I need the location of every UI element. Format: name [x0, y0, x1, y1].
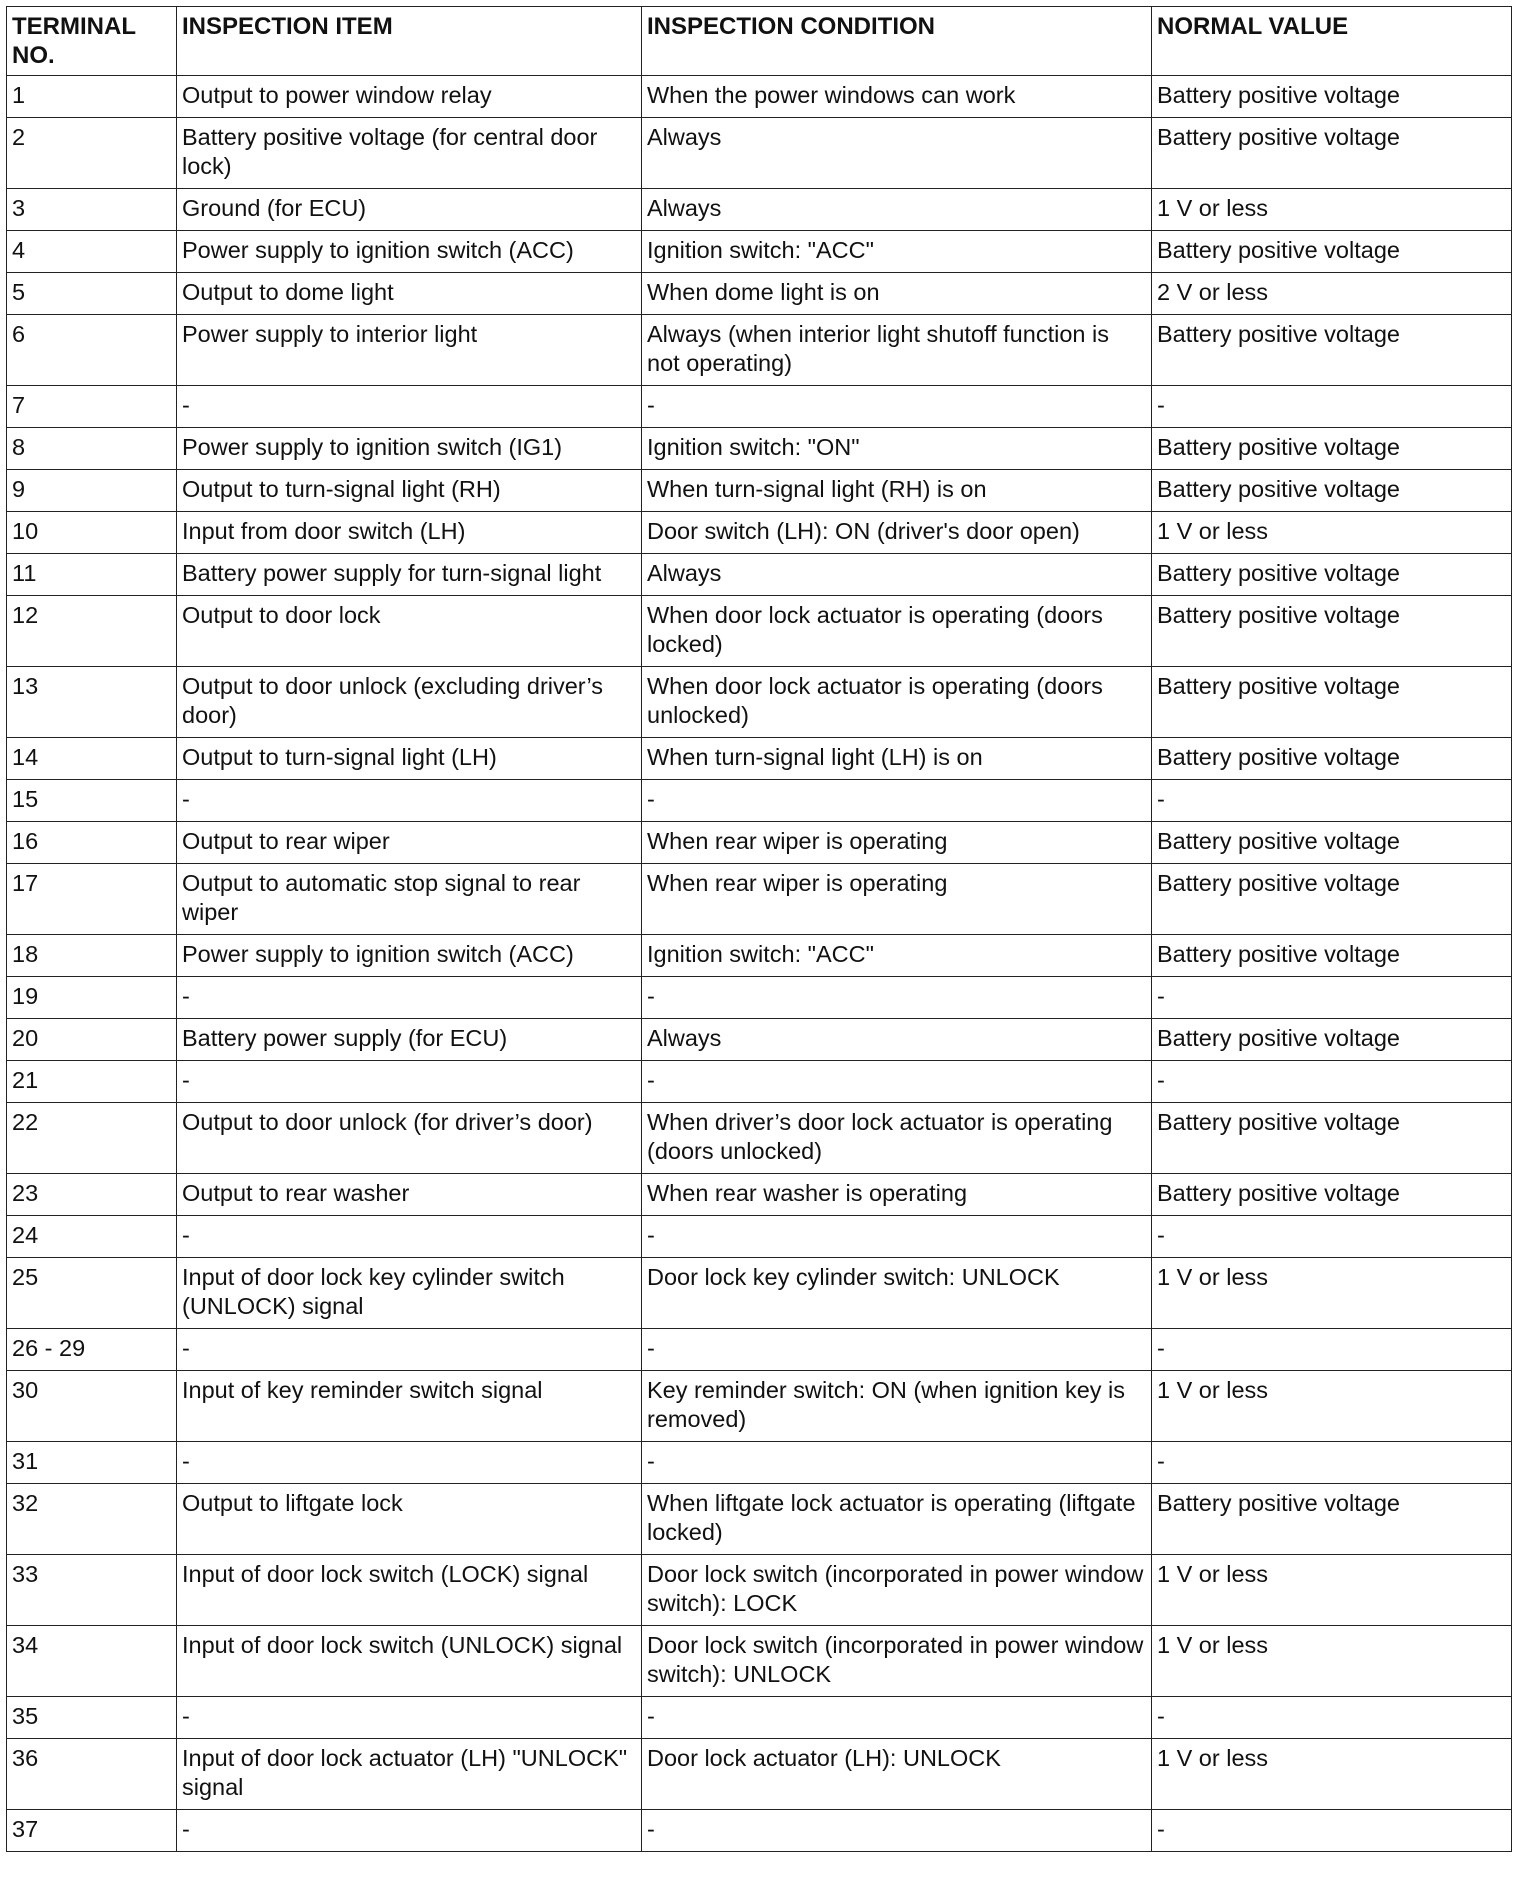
- table-row: [7, 189, 1512, 231]
- table-row: [7, 1739, 1512, 1810]
- table-row: [7, 596, 1512, 667]
- normal-value-cell: Battery positive voltage: [1152, 1484, 1512, 1555]
- terminal-no-cell: 25: [7, 1258, 177, 1329]
- table-row: [7, 1174, 1512, 1216]
- inspection-item-cell: Output to rear wiper: [177, 822, 642, 864]
- normal-value-cell: Battery positive voltage: [1152, 1019, 1512, 1061]
- terminal-no-cell: 1: [7, 76, 177, 118]
- inspection-item-cell: Battery power supply for turn-signal light: [177, 554, 642, 596]
- normal-value-cell: -: [1152, 977, 1512, 1019]
- inspection-condition-cell: Door lock key cylinder switch: UNLOCK: [642, 1258, 1152, 1329]
- inspection-item-cell: Output to automatic stop signal to rear wiper: [177, 864, 642, 935]
- terminal-no-cell: 31: [7, 1442, 177, 1484]
- normal-value-cell: -: [1152, 1061, 1512, 1103]
- normal-value-cell: Battery positive voltage: [1152, 118, 1512, 189]
- normal-value-cell: 1 V or less: [1152, 1258, 1512, 1329]
- inspection-condition-cell: When rear wiper is operating: [642, 822, 1152, 864]
- table-row: [7, 428, 1512, 470]
- terminal-no-cell: 16: [7, 822, 177, 864]
- table-row: [7, 1019, 1512, 1061]
- table-row: [7, 76, 1512, 118]
- inspection-item-cell: Output to turn-signal light (RH): [177, 470, 642, 512]
- inspection-item-cell: -: [177, 1216, 642, 1258]
- inspection-condition-cell: Ignition switch: "ACC": [642, 231, 1152, 273]
- inspection-item-cell: -: [177, 1697, 642, 1739]
- table-row: [7, 1810, 1512, 1852]
- normal-value-cell: Battery positive voltage: [1152, 231, 1512, 273]
- table-row: [7, 864, 1512, 935]
- terminal-no-cell: 32: [7, 1484, 177, 1555]
- inspection-condition-cell: -: [642, 1216, 1152, 1258]
- inspection-item-cell: Input of door lock switch (UNLOCK) signal: [177, 1626, 642, 1697]
- inspection-item-cell: -: [177, 1810, 642, 1852]
- table-row: [7, 1697, 1512, 1739]
- normal-value-cell: Battery positive voltage: [1152, 864, 1512, 935]
- normal-value-cell: Battery positive voltage: [1152, 1103, 1512, 1174]
- normal-value-cell: 1 V or less: [1152, 189, 1512, 231]
- normal-value-cell: Battery positive voltage: [1152, 76, 1512, 118]
- table-row: [7, 1371, 1512, 1442]
- table-row: [7, 1061, 1512, 1103]
- normal-value-cell: 2 V or less: [1152, 273, 1512, 315]
- terminal-inspection-table: [6, 6, 1512, 1852]
- terminal-no-cell: 22: [7, 1103, 177, 1174]
- terminal-no-cell: 34: [7, 1626, 177, 1697]
- table-row: [7, 231, 1512, 273]
- inspection-item-cell: Output to dome light: [177, 273, 642, 315]
- inspection-item-cell: -: [177, 1329, 642, 1371]
- inspection-item-cell: Output to door lock: [177, 596, 642, 667]
- inspection-condition-cell: Door switch (LH): ON (driver's door open): [642, 512, 1152, 554]
- inspection-condition-cell: When rear washer is operating: [642, 1174, 1152, 1216]
- normal-value-cell: Battery positive voltage: [1152, 667, 1512, 738]
- inspection-item-cell: Output to rear washer: [177, 1174, 642, 1216]
- normal-value-cell: 1 V or less: [1152, 1739, 1512, 1810]
- terminal-no-cell: 33: [7, 1555, 177, 1626]
- inspection-condition-cell: Ignition switch: "ACC": [642, 935, 1152, 977]
- table-row: [7, 1555, 1512, 1626]
- normal-value-cell: -: [1152, 1697, 1512, 1739]
- table-row: [7, 554, 1512, 596]
- normal-value-cell: -: [1152, 1442, 1512, 1484]
- inspection-condition-cell: When turn-signal light (LH) is on: [642, 738, 1152, 780]
- terminal-no-cell: 37: [7, 1810, 177, 1852]
- terminal-no-cell: 20: [7, 1019, 177, 1061]
- table-row: [7, 118, 1512, 189]
- table-row: [7, 935, 1512, 977]
- terminal-no-cell: 3: [7, 189, 177, 231]
- table-row: [7, 512, 1512, 554]
- inspection-item-cell: Power supply to ignition switch (ACC): [177, 231, 642, 273]
- inspection-item-cell: -: [177, 386, 642, 428]
- normal-value-cell: 1 V or less: [1152, 1371, 1512, 1442]
- inspection-item-cell: Power supply to interior light: [177, 315, 642, 386]
- inspection-item-cell: Output to door unlock (excluding driver’s door): [177, 667, 642, 738]
- normal-value-cell: Battery positive voltage: [1152, 470, 1512, 512]
- terminal-no-cell: 19: [7, 977, 177, 1019]
- table-body: [7, 76, 1512, 1852]
- table-row: [7, 315, 1512, 386]
- terminal-no-cell: 9: [7, 470, 177, 512]
- normal-value-cell: Battery positive voltage: [1152, 596, 1512, 667]
- normal-value-cell: Battery positive voltage: [1152, 738, 1512, 780]
- inspection-condition-cell: Always: [642, 118, 1152, 189]
- inspection-condition-cell: Always: [642, 189, 1152, 231]
- inspection-item-cell: -: [177, 977, 642, 1019]
- inspection-item-cell: Input of door lock actuator (LH) "UNLOCK" signal: [177, 1739, 642, 1810]
- terminal-no-cell: 6: [7, 315, 177, 386]
- inspection-item-cell: Power supply to ignition switch (ACC): [177, 935, 642, 977]
- terminal-no-cell: 2: [7, 118, 177, 189]
- terminal-no-cell: 21: [7, 1061, 177, 1103]
- table-row: [7, 1258, 1512, 1329]
- inspection-condition-cell: When dome light is on: [642, 273, 1152, 315]
- terminal-no-cell: 11: [7, 554, 177, 596]
- inspection-condition-cell: -: [642, 1697, 1152, 1739]
- inspection-condition-cell: When door lock actuator is operating (doors locked): [642, 596, 1152, 667]
- table-row: [7, 386, 1512, 428]
- table-row: [7, 1329, 1512, 1371]
- table-row: [7, 822, 1512, 864]
- normal-value-cell: Battery positive voltage: [1152, 315, 1512, 386]
- normal-value-cell: Battery positive voltage: [1152, 935, 1512, 977]
- inspection-condition-cell: Ignition switch: "ON": [642, 428, 1152, 470]
- terminal-no-cell: 18: [7, 935, 177, 977]
- inspection-condition-cell: Door lock actuator (LH): UNLOCK: [642, 1739, 1152, 1810]
- normal-value-cell: 1 V or less: [1152, 1626, 1512, 1697]
- inspection-item-cell: Battery power supply (for ECU): [177, 1019, 642, 1061]
- terminal-no-cell: 12: [7, 596, 177, 667]
- table-row: [7, 780, 1512, 822]
- inspection-item-cell: -: [177, 1061, 642, 1103]
- inspection-condition-cell: -: [642, 1442, 1152, 1484]
- header-inspection-item: INSPECTION ITEM: [177, 7, 642, 76]
- inspection-condition-cell: -: [642, 386, 1152, 428]
- table-row: [7, 738, 1512, 780]
- table-row: [7, 273, 1512, 315]
- inspection-condition-cell: When turn-signal light (RH) is on: [642, 470, 1152, 512]
- inspection-condition-cell: -: [642, 1810, 1152, 1852]
- terminal-no-cell: 7: [7, 386, 177, 428]
- inspection-item-cell: Output to power window relay: [177, 76, 642, 118]
- normal-value-cell: -: [1152, 1810, 1512, 1852]
- inspection-item-cell: Battery positive voltage (for central door lock): [177, 118, 642, 189]
- inspection-condition-cell: -: [642, 977, 1152, 1019]
- terminal-no-cell: 14: [7, 738, 177, 780]
- terminal-no-cell: 8: [7, 428, 177, 470]
- inspection-condition-cell: When liftgate lock actuator is operating (liftgate locked): [642, 1484, 1152, 1555]
- normal-value-cell: 1 V or less: [1152, 1555, 1512, 1626]
- normal-value-cell: Battery positive voltage: [1152, 822, 1512, 864]
- inspection-condition-cell: Key reminder switch: ON (when ignition key is removed): [642, 1371, 1152, 1442]
- inspection-item-cell: Input from door switch (LH): [177, 512, 642, 554]
- normal-value-cell: -: [1152, 780, 1512, 822]
- inspection-item-cell: Ground (for ECU): [177, 189, 642, 231]
- table-row: [7, 1484, 1512, 1555]
- inspection-condition-cell: Door lock switch (incorporated in power window switch): UNLOCK: [642, 1626, 1152, 1697]
- terminal-no-cell: 24: [7, 1216, 177, 1258]
- inspection-item-cell: Input of door lock key cylinder switch (UNLOCK) signal: [177, 1258, 642, 1329]
- inspection-condition-cell: -: [642, 1061, 1152, 1103]
- terminal-no-cell: 30: [7, 1371, 177, 1442]
- terminal-no-cell: 15: [7, 780, 177, 822]
- terminal-no-cell: 36: [7, 1739, 177, 1810]
- inspection-condition-cell: Always: [642, 1019, 1152, 1061]
- inspection-condition-cell: When driver’s door lock actuator is operating (doors unlocked): [642, 1103, 1152, 1174]
- terminal-inspection-document: [6, 6, 1511, 1852]
- inspection-condition-cell: Door lock switch (incorporated in power window switch): LOCK: [642, 1555, 1152, 1626]
- table-row: [7, 1626, 1512, 1697]
- terminal-no-cell: 13: [7, 667, 177, 738]
- inspection-item-cell: Output to door unlock (for driver’s door): [177, 1103, 642, 1174]
- table-row: [7, 1442, 1512, 1484]
- terminal-no-cell: 35: [7, 1697, 177, 1739]
- inspection-item-cell: Input of key reminder switch signal: [177, 1371, 642, 1442]
- inspection-item-cell: Output to turn-signal light (LH): [177, 738, 642, 780]
- normal-value-cell: 1 V or less: [1152, 512, 1512, 554]
- inspection-item-cell: Input of door lock switch (LOCK) signal: [177, 1555, 642, 1626]
- table-row: [7, 667, 1512, 738]
- normal-value-cell: -: [1152, 386, 1512, 428]
- inspection-condition-cell: Always (when interior light shutoff function is not operating): [642, 315, 1152, 386]
- normal-value-cell: -: [1152, 1329, 1512, 1371]
- table-row: [7, 977, 1512, 1019]
- terminal-no-cell: 17: [7, 864, 177, 935]
- table-row: [7, 1216, 1512, 1258]
- inspection-item-cell: -: [177, 1442, 642, 1484]
- table-row: [7, 470, 1512, 512]
- terminal-no-cell: 5: [7, 273, 177, 315]
- normal-value-cell: -: [1152, 1216, 1512, 1258]
- terminal-no-cell: 10: [7, 512, 177, 554]
- inspection-condition-cell: When door lock actuator is operating (doors unlocked): [642, 667, 1152, 738]
- header-inspection-condition: INSPECTION CONDITION: [642, 7, 1152, 76]
- header-terminal-no: TERMINAL NO.: [7, 7, 177, 76]
- normal-value-cell: Battery positive voltage: [1152, 1174, 1512, 1216]
- header-normal-value: NORMAL VALUE: [1152, 7, 1512, 76]
- normal-value-cell: Battery positive voltage: [1152, 428, 1512, 470]
- inspection-item-cell: Output to liftgate lock: [177, 1484, 642, 1555]
- terminal-no-cell: 23: [7, 1174, 177, 1216]
- normal-value-cell: Battery positive voltage: [1152, 554, 1512, 596]
- header-row: [7, 7, 1512, 76]
- inspection-item-cell: Power supply to ignition switch (IG1): [177, 428, 642, 470]
- inspection-condition-cell: When the power windows can work: [642, 76, 1152, 118]
- inspection-condition-cell: -: [642, 1329, 1152, 1371]
- inspection-condition-cell: -: [642, 780, 1152, 822]
- inspection-condition-cell: Always: [642, 554, 1152, 596]
- terminal-no-cell: 26 - 29: [7, 1329, 177, 1371]
- inspection-condition-cell: When rear wiper is operating: [642, 864, 1152, 935]
- inspection-item-cell: -: [177, 780, 642, 822]
- terminal-no-cell: 4: [7, 231, 177, 273]
- table-row: [7, 1103, 1512, 1174]
